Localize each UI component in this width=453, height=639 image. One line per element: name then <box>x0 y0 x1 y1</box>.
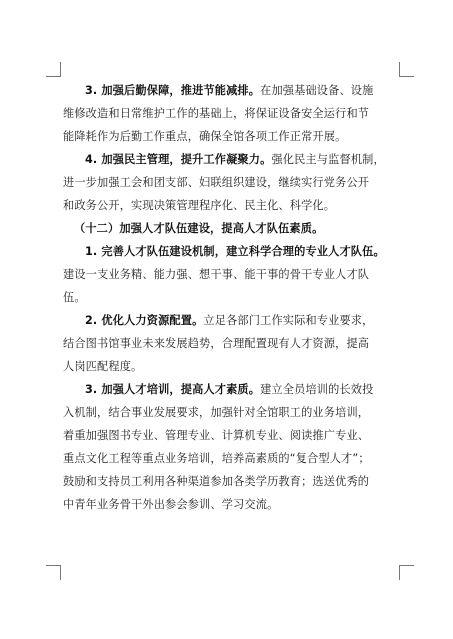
section-heading-text: （十二）加强人才队伍建设，提高人才队伍素质。 <box>74 222 324 235</box>
line-text: 着重加强图书专业、管理专业、计算机专业、阅读推广专业、 <box>63 429 370 442</box>
line-text: 人岗匹配程度。 <box>63 360 143 373</box>
paragraph-line <box>63 107 369 120</box>
paragraph-line <box>85 84 374 97</box>
line-text: 维修改造和日常维护工作的基础上，将保证设备安全运行和节 <box>63 107 370 120</box>
paragraph-line <box>63 429 369 442</box>
line-text: 和政务公开，实现决策管理程序化、民主化、科学化。 <box>63 199 336 212</box>
line-text: 在加强基础设备、设施 <box>260 84 374 97</box>
line-text: 建立全员培训的长效投 <box>260 383 374 396</box>
section-heading <box>74 222 323 235</box>
line-text: 结合图书馆事业未来发展趋势，合理配置现有人才资源，提高 <box>63 337 370 350</box>
paragraph-line <box>63 360 142 373</box>
paragraph-heading: 1. 完善人才队伍建设机制，建立科学合理的专业人才队伍。 <box>85 245 385 258</box>
line-text: 伍。 <box>63 291 86 304</box>
line-text: 强化民主与监督机制， <box>271 153 385 166</box>
crop-mark-top-right <box>399 62 414 77</box>
paragraph-line <box>85 314 374 327</box>
paragraph-line <box>63 268 369 281</box>
line-text: 能降耗作为后勤工作重点，确保全馆各项工作正常开展。 <box>63 130 347 143</box>
crop-mark-bottom-left <box>46 565 61 580</box>
line-text: 中青年业务骨干外出参会参训、学习交流。 <box>63 498 279 511</box>
paragraph-heading: 4. 加强民主管理，提升工作凝聚力。 <box>85 153 272 166</box>
paragraph-heading: 3. 加强人才培训，提高人才素质。 <box>85 383 261 396</box>
paragraph-heading: 3. 加强后勤保障，推进节能减排。 <box>85 84 261 97</box>
crop-mark-bottom-right <box>399 565 414 580</box>
line-text: 立足各部门工作实际和专业要求， <box>203 314 374 327</box>
paragraph-heading: 2. 优化人力资源配置。 <box>85 314 204 327</box>
paragraph-line <box>63 475 369 488</box>
paragraph-line <box>63 452 370 465</box>
line-text: 进一步加强工会和团支部、妇联组织建设，继续实行党务公开 <box>63 176 370 189</box>
line-text: 建设一支业务精、能力强、想干事、能干事的骨干专业人才队 <box>63 268 370 281</box>
line-text: 入机制，结合事业发展要求，加强针对全馆职工的业务培训， <box>63 406 370 419</box>
paragraph-line <box>63 130 346 143</box>
paragraph-line <box>63 199 335 212</box>
line-text: 鼓励和支持员工利用各种渠道参加各类学历教育；选送优秀的 <box>63 475 370 488</box>
paragraph-line <box>63 406 369 419</box>
paragraph-line <box>85 245 385 258</box>
paragraph-line <box>63 337 369 350</box>
paragraph-line <box>63 498 278 511</box>
paragraph-line <box>63 291 86 304</box>
paragraph-line <box>85 153 385 166</box>
paragraph-line <box>63 176 369 189</box>
line-text: 重点文化工程等重点业务培训，培养高素质的“复合型人才”； <box>63 452 370 465</box>
crop-mark-top-left <box>46 62 61 77</box>
paragraph-line <box>85 383 374 396</box>
